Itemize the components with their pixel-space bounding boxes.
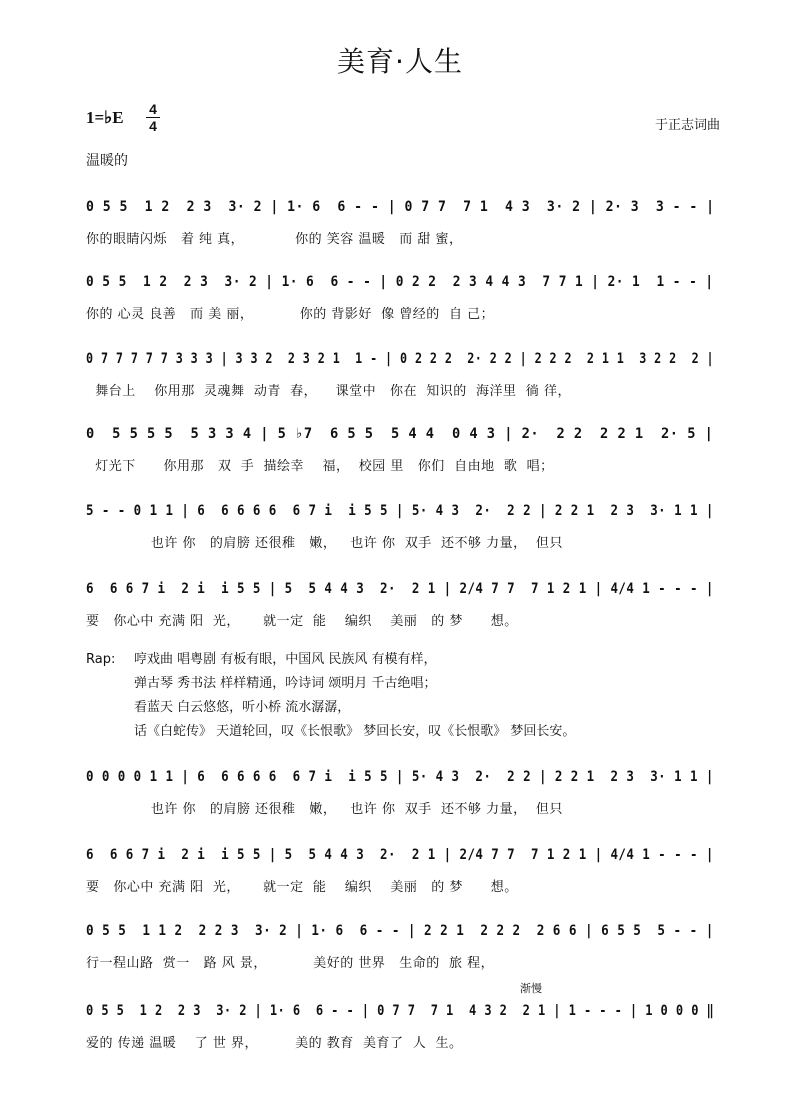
- staff-row: [0, 914, 800, 984]
- rap-line: 弹古琴 秀书法 样样精通，吟诗词 颂明月 千古绝唱；: [134, 676, 437, 691]
- staff-row: [0, 838, 800, 908]
- rap-section: [86, 648, 575, 744]
- tempo-change-marking: 渐慢: [520, 982, 542, 995]
- notation-line: 0 5 5 1 1 2 2 2 3 3· 2 | 1· 6 6 - - | 2 2 1 2 2 2 2 6 6 | 6 5 5 5 - - |: [86, 923, 714, 939]
- lyrics-line: 爱的 传递 温暖 了 世 界， 美的 教育 美育了 人 生。: [86, 1036, 463, 1051]
- rap-line: 看蓝天 白云悠悠，听小桥 流水潺潺，: [134, 700, 351, 715]
- notation-line: 0 0 0 0 1 1 | 6 6 6 6 6 6 7 i i 5 5 | 5· 4 3 2· 2 2 | 2 2 1 2 3 3· 1 1 |: [86, 769, 714, 785]
- time-signature-top: 4: [149, 101, 157, 117]
- notation-line: 0 5 5 5 5 5 3 3 4 | 5 ♭7 6 5 5 5 4 4 0 4 3 | 2· 2 2 2 2 1 2· 5 |: [86, 426, 714, 442]
- lyrics-line: 舞台上 你用那 灵魂舞 动青 春， 课堂中 你在 知识的 海洋里 徜 徉，: [86, 384, 571, 399]
- lyrics-line: 你的眼睛闪烁 着 纯 真， 你的 笑容 温暖 而 甜 蜜，: [86, 232, 463, 247]
- key-signature: 1=♭E: [86, 108, 124, 127]
- staff-row: [0, 494, 800, 564]
- lyrics-line: 灯光下 你用那 双 手 描绘幸 福， 校园 里 你们 自由地 歌 唱；: [86, 459, 554, 474]
- staff-row: [0, 265, 800, 335]
- composer-credit: 于正志词曲: [654, 118, 720, 133]
- rap-line: 哼戏曲 唱粤剧 有板有眼，中国风 民族风 有模有样，: [134, 652, 437, 667]
- lyrics-line: 要 你心中 充满 阳 光， 就一定 能 编织 美丽 的 梦 想。: [86, 880, 518, 895]
- lyrics-line: 你的 心灵 良善 而 美 丽， 你的 背影好 像 曾经的 自 己；: [86, 307, 495, 322]
- lyrics-line: 要 你心中 充满 阳 光， 就一定 能 编织 美丽 的 梦 想。: [86, 614, 518, 629]
- staff-row: [0, 760, 800, 830]
- staff-row: [0, 190, 800, 260]
- notation-line: 6 6 6 7 i 2 i i 5 5 | 5 5 4 4 3 2· 2 1 | 2/4 7 7 7 1 2 1 | 4/4 1 - - - |: [86, 847, 714, 863]
- notation-line: 6 6 6 7 i 2 i i 5 5 | 5 5 4 4 3 2· 2 1 | 2/4 7 7 7 1 2 1 | 4/4 1 - - - |: [86, 581, 714, 597]
- lyrics-line: 行一程山路 赏一 路 风 景， 美好的 世界 生命的 旅 程，: [86, 956, 495, 971]
- tempo-marking: 温暖的: [86, 153, 128, 169]
- rap-label: Rap:: [86, 652, 116, 667]
- notation-line: 0 7 7 7 7 7 3 3 3 | 3 3 2 2 3 2 1 1 - | 0 2 2 2 2· 2 2 | 2 2 2 2 1 1 3 2 2 2 |: [86, 351, 715, 367]
- notation-line: 0 5 5 1 2 2 3 3· 2 | 1· 6 6 - - | 0 7 7 7 1 4 3 3· 2 | 2· 3 3 - - |: [86, 199, 715, 215]
- notation-line: 0 5 5 1 2 2 3 3· 2 | 1· 6 6 - - | 0 7 7 7 1 4 3 2 2 1 | 1 - - - | 1 0 0 0 ‖: [86, 1003, 715, 1019]
- lyrics-line: 也许 你 的肩膀 还很稚 嫩， 也许 你 双手 还不够 力量， 但只: [86, 802, 563, 817]
- song-title: 美育·人生: [337, 45, 463, 78]
- staff-row: [0, 417, 800, 487]
- time-signature: [146, 102, 160, 133]
- staff-row: [0, 572, 800, 642]
- staff-row: [0, 342, 800, 412]
- notation-line: 5 - - 0 1 1 | 6 6 6 6 6 6 7 i i 5 5 | 5· 4 3 2· 2 2 | 2 2 1 2 3 3· 1 1 |: [86, 503, 714, 519]
- time-signature-bottom: 4: [149, 118, 157, 134]
- staff-row: [0, 994, 800, 1064]
- notation-line: 0 5 5 1 2 2 3 3· 2 | 1· 6 6 - - | 0 2 2 2 3 4 4 3 7 7 1 | 2· 1 1 - - |: [86, 274, 714, 290]
- rap-line: 话《白蛇传》 天道轮回，叹《长恨歌》 梦回长安，叹《长恨歌》 梦回长安。: [134, 724, 576, 739]
- lyrics-line: 也许 你 的肩膀 还很稚 嫩， 也许 你 双手 还不够 力量， 但只: [86, 536, 563, 551]
